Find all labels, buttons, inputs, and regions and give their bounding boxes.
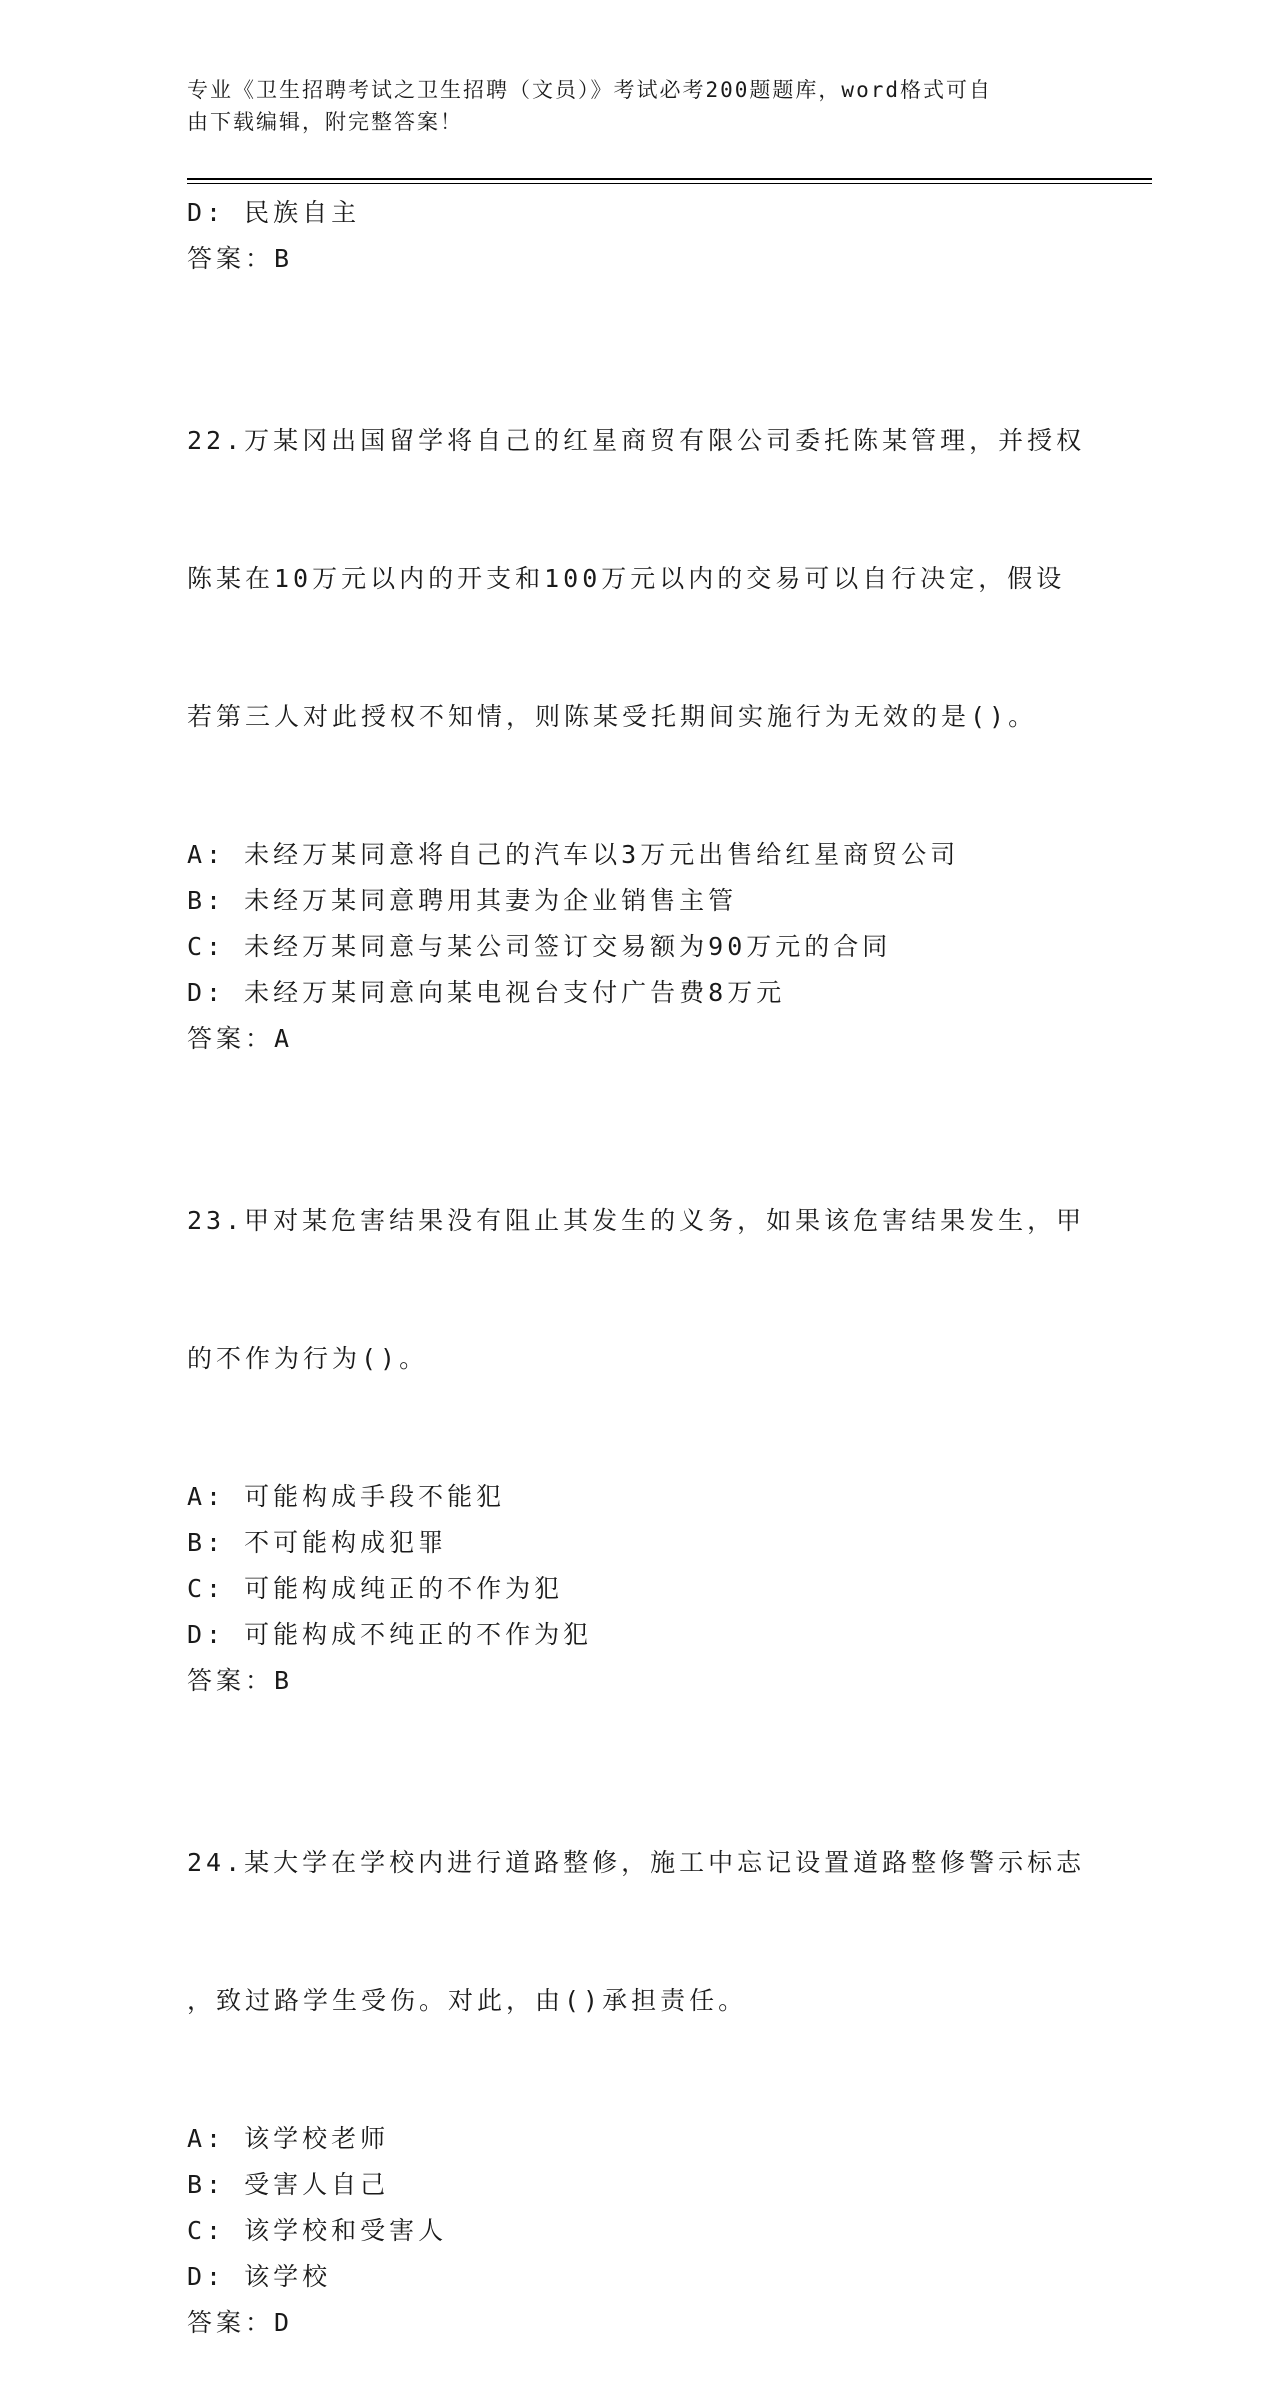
answer: 答案：B [187,244,294,273]
option-d: D: 未经万某同意向某电视台支付广告费8万元 [187,978,786,1007]
question-text [187,1106,1087,1474]
question-line: 若第三人对此授权不知情，则陈某受托期间实施行为无效的是()。 [187,702,1038,731]
option-a: A: 未经万某同意将自己的汽车以3万元出售给红星商贸公司 [187,840,960,869]
question-line: 22.万某冈出国留学将自己的红星商贸有限公司委托陈某管理，并授权 [187,426,1086,455]
option-b: B: 未经万某同意聘用其妻为企业销售主管 [187,886,738,915]
question-line: ，致过路学生受伤。对此，由()承担责任。 [187,1986,748,2015]
header-line-1: 专业《卫生招聘考试之卫生招聘（文员）》考试必考200题题库，word格式可自 [187,78,992,102]
option-c: C: 未经万某同意与某公司签订交易额为90万元的合同 [187,932,892,961]
question-text [187,326,1087,832]
header-line-2: 由下载编辑，附完整答案！ [187,110,463,134]
document-header [187,74,1067,138]
question-line: 陈某在10万元以内的开支和100万元以内的交易可以自行决定，假设 [187,564,1066,593]
option-b: B: 不可能构成犯罪 [187,1528,448,1557]
question-24 [187,1748,1087,2346]
option-c: C: 可能构成纯正的不作为犯 [187,1574,564,1603]
question-text [187,1748,1087,2116]
header-divider-thin [187,183,1152,184]
carryover-block [187,190,1087,282]
option-d: D: 该学校 [187,2262,332,2291]
option-d: D: 民族自主 [187,198,361,227]
question-line: 23.甲对某危害结果没有阻止其发生的义务，如果该危害结果发生，甲 [187,1206,1086,1235]
question-line: 24.某大学在学校内进行道路整修，施工中忘记设置道路整修警示标志 [187,1848,1086,1877]
question-23 [187,1106,1087,1704]
option-b: B: 受害人自己 [187,2170,390,2199]
answer: 答案：D [187,2308,294,2337]
question-22 [187,326,1087,1062]
question-content [187,190,1087,2390]
answer: 答案：B [187,1666,294,1695]
option-d: D: 可能构成不纯正的不作为犯 [187,1620,593,1649]
question-line: 的不作为行为()。 [187,1344,429,1373]
option-a: A: 可能构成手段不能犯 [187,1482,506,1511]
option-a: A: 该学校老师 [187,2124,390,2153]
answer: 答案：A [187,1024,294,1053]
option-c: C: 该学校和受害人 [187,2216,448,2245]
header-divider-thick [187,178,1152,180]
